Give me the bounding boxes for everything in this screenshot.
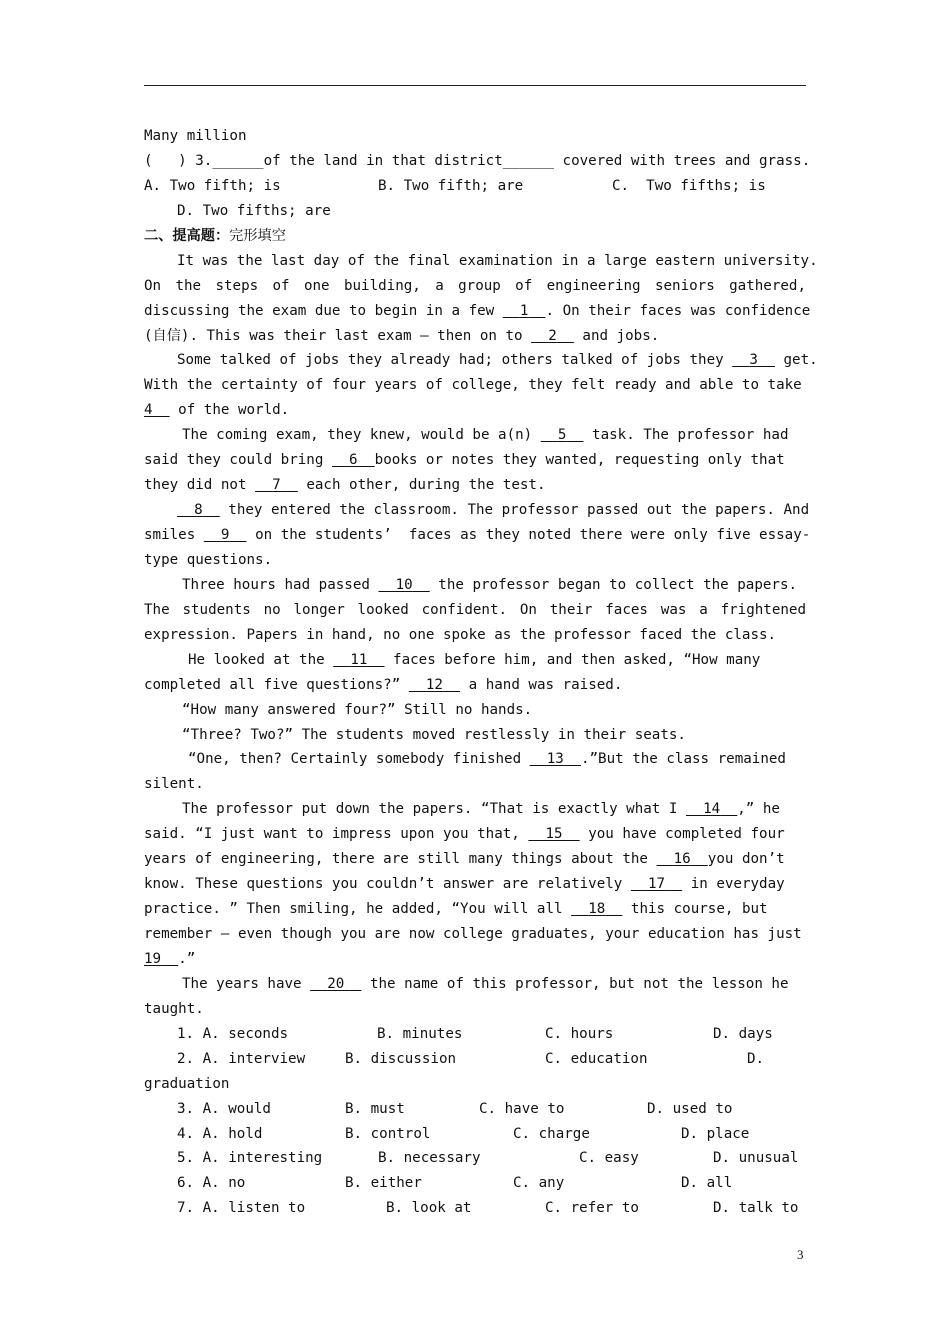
- q3-option-b: B. Two fifth; are: [378, 177, 524, 194]
- passage-line: The years have 20 the name of this professor, but not the lesson he: [182, 975, 789, 992]
- page-number: 3: [797, 1247, 804, 1262]
- option-row-5: 5. A. interesting B. necessary C. easy D. unusual: [177, 1150, 799, 1167]
- blank-17: 17: [647, 876, 666, 893]
- blank-2: 2: [548, 327, 557, 344]
- passage-line: smiles 9 on the students’ faces as they noted there were only five essay-: [144, 527, 811, 543]
- blank-16: 16: [673, 851, 691, 868]
- blank-6: 6: [349, 452, 358, 469]
- passage-line: “How many answered four?” Still no hands.: [182, 701, 533, 718]
- blank-8: 8: [194, 502, 203, 519]
- passage-line: It was the last day of the final examination in a large eastern university.: [177, 252, 818, 269]
- blank-18: 18: [588, 901, 606, 918]
- option-row-2-wrap: graduation: [144, 1075, 230, 1092]
- q3-number: ( ) 3.: [144, 152, 213, 169]
- header-rule: [144, 85, 806, 86]
- passage-line: years of engineering, there are still many things about the 16 you don’t: [144, 851, 785, 868]
- option-row-3: 3. A. would B. must C. have to D. used to: [177, 1100, 733, 1117]
- passage-line: practice. ” Then smiling, he added, “You will all 18 this course, but: [144, 901, 768, 918]
- blank-1: 1: [519, 302, 529, 319]
- blank-10: 10: [395, 576, 413, 593]
- passage-line: The professor put down the papers. “That is exactly what I 14 ,” he: [182, 801, 780, 818]
- passage-line: With the certainty of four years of college, they felt ready and able to take: [144, 377, 802, 394]
- section-subtitle: 完形填空: [229, 227, 286, 244]
- option-row-1: 1. A. seconds B. minutes C. hours D. days: [177, 1025, 773, 1042]
- option-row-4: 4. A. hold B. control C. charge D. place: [177, 1125, 750, 1142]
- q3-text-end: covered with trees and grass.: [554, 152, 811, 169]
- q3-option-a: A. Two fifth; is: [144, 177, 281, 194]
- passage-line: taught.: [144, 1000, 204, 1017]
- passage-line: completed all five questions?” 12 a hand was raised.: [144, 676, 623, 693]
- page-body: [144, 124, 818, 1221]
- q3-option-d: D. Two fifths; are: [177, 202, 331, 219]
- passage-line: they did not 7 each other, during the test.: [144, 477, 546, 494]
- q3-blank-1: ______: [212, 152, 264, 169]
- blank-11: 11: [350, 651, 368, 668]
- passage-line: 4 of the world.: [144, 402, 290, 419]
- blank-5: 5: [557, 427, 567, 444]
- blank-12: 12: [425, 676, 443, 693]
- blank-7: 7: [272, 477, 281, 494]
- blank-20: 20: [327, 975, 345, 992]
- option-row-7: 7. A. listen to B. look at C. refer to D. talk to: [177, 1200, 799, 1217]
- passage-line: know. These questions you couldn’t answer are relatively 17 in everyday: [144, 876, 785, 893]
- q3-option-c: C. Two fifths; is: [612, 177, 766, 194]
- blank-15: 15: [545, 826, 563, 843]
- passage-line: “One, then? Certainly somebody finished 13 .”But the class remained: [188, 751, 786, 768]
- option-row-6: 6. A. no B. either C. any D. all: [177, 1175, 733, 1192]
- passage-line: Three hours had passed 10 the professor began to collect the papers.: [182, 576, 798, 593]
- question-3-options: [144, 174, 806, 199]
- blank-3: 3: [749, 352, 758, 369]
- passage-line: 19 .”: [144, 950, 196, 967]
- passage-line: discussing the exam due to begin in a few 1 . On their faces was confidence: [144, 302, 811, 319]
- passage-line: type questions.: [144, 551, 273, 568]
- blank-4: 4: [144, 402, 153, 419]
- passage-line: On the steps of one building, a group of engineering seniors gathered,: [144, 277, 806, 294]
- passage-line: Some talked of jobs they already had; others talked of jobs they 3 get.: [177, 352, 818, 369]
- passage-line: 8 they entered the classroom. The professor passed out the papers. And: [194, 502, 810, 519]
- question-3-stem: [144, 149, 811, 174]
- blank-13: 13: [546, 751, 564, 768]
- section-title: 二、提高题：: [144, 227, 230, 244]
- passage-line: “Three? Two?” The students moved restlessly in their seats.: [182, 726, 686, 743]
- passage-line: The students no longer looked confident. On their faces was a frightened: [144, 601, 806, 618]
- passage-line: expression. Papers in hand, no one spoke as the professor faced the class.: [144, 626, 777, 643]
- passage-line: said they could bring 6 books or notes they wanted, requesting only that: [144, 452, 785, 469]
- blank-19: 19: [144, 950, 162, 967]
- passage-line: The coming exam, they knew, would be a(n) 5 task. The professor had: [182, 427, 789, 444]
- prev-question-tail: Many million: [144, 128, 247, 144]
- section-heading: [144, 224, 806, 249]
- blank-14: 14: [703, 801, 721, 818]
- blank-9: 9: [220, 527, 230, 543]
- q3-text: of the land in that district: [263, 152, 503, 169]
- passage-line: said. “I just want to impress upon you that, 15 you have completed four: [144, 826, 785, 843]
- option-row-2: 2. A. interview B. discussion C. education D.: [177, 1050, 765, 1067]
- passage-line: (自信). This was their last exam — then on to 2 and jobs.: [144, 327, 660, 344]
- passage-line: remember — even though you are now college graduates, your education has just: [144, 926, 802, 942]
- q3-blank-2: ______: [502, 152, 555, 169]
- passage-line: He looked at the 11 faces before him, and then asked, “How many: [188, 651, 761, 668]
- passage-line: silent.: [144, 776, 204, 793]
